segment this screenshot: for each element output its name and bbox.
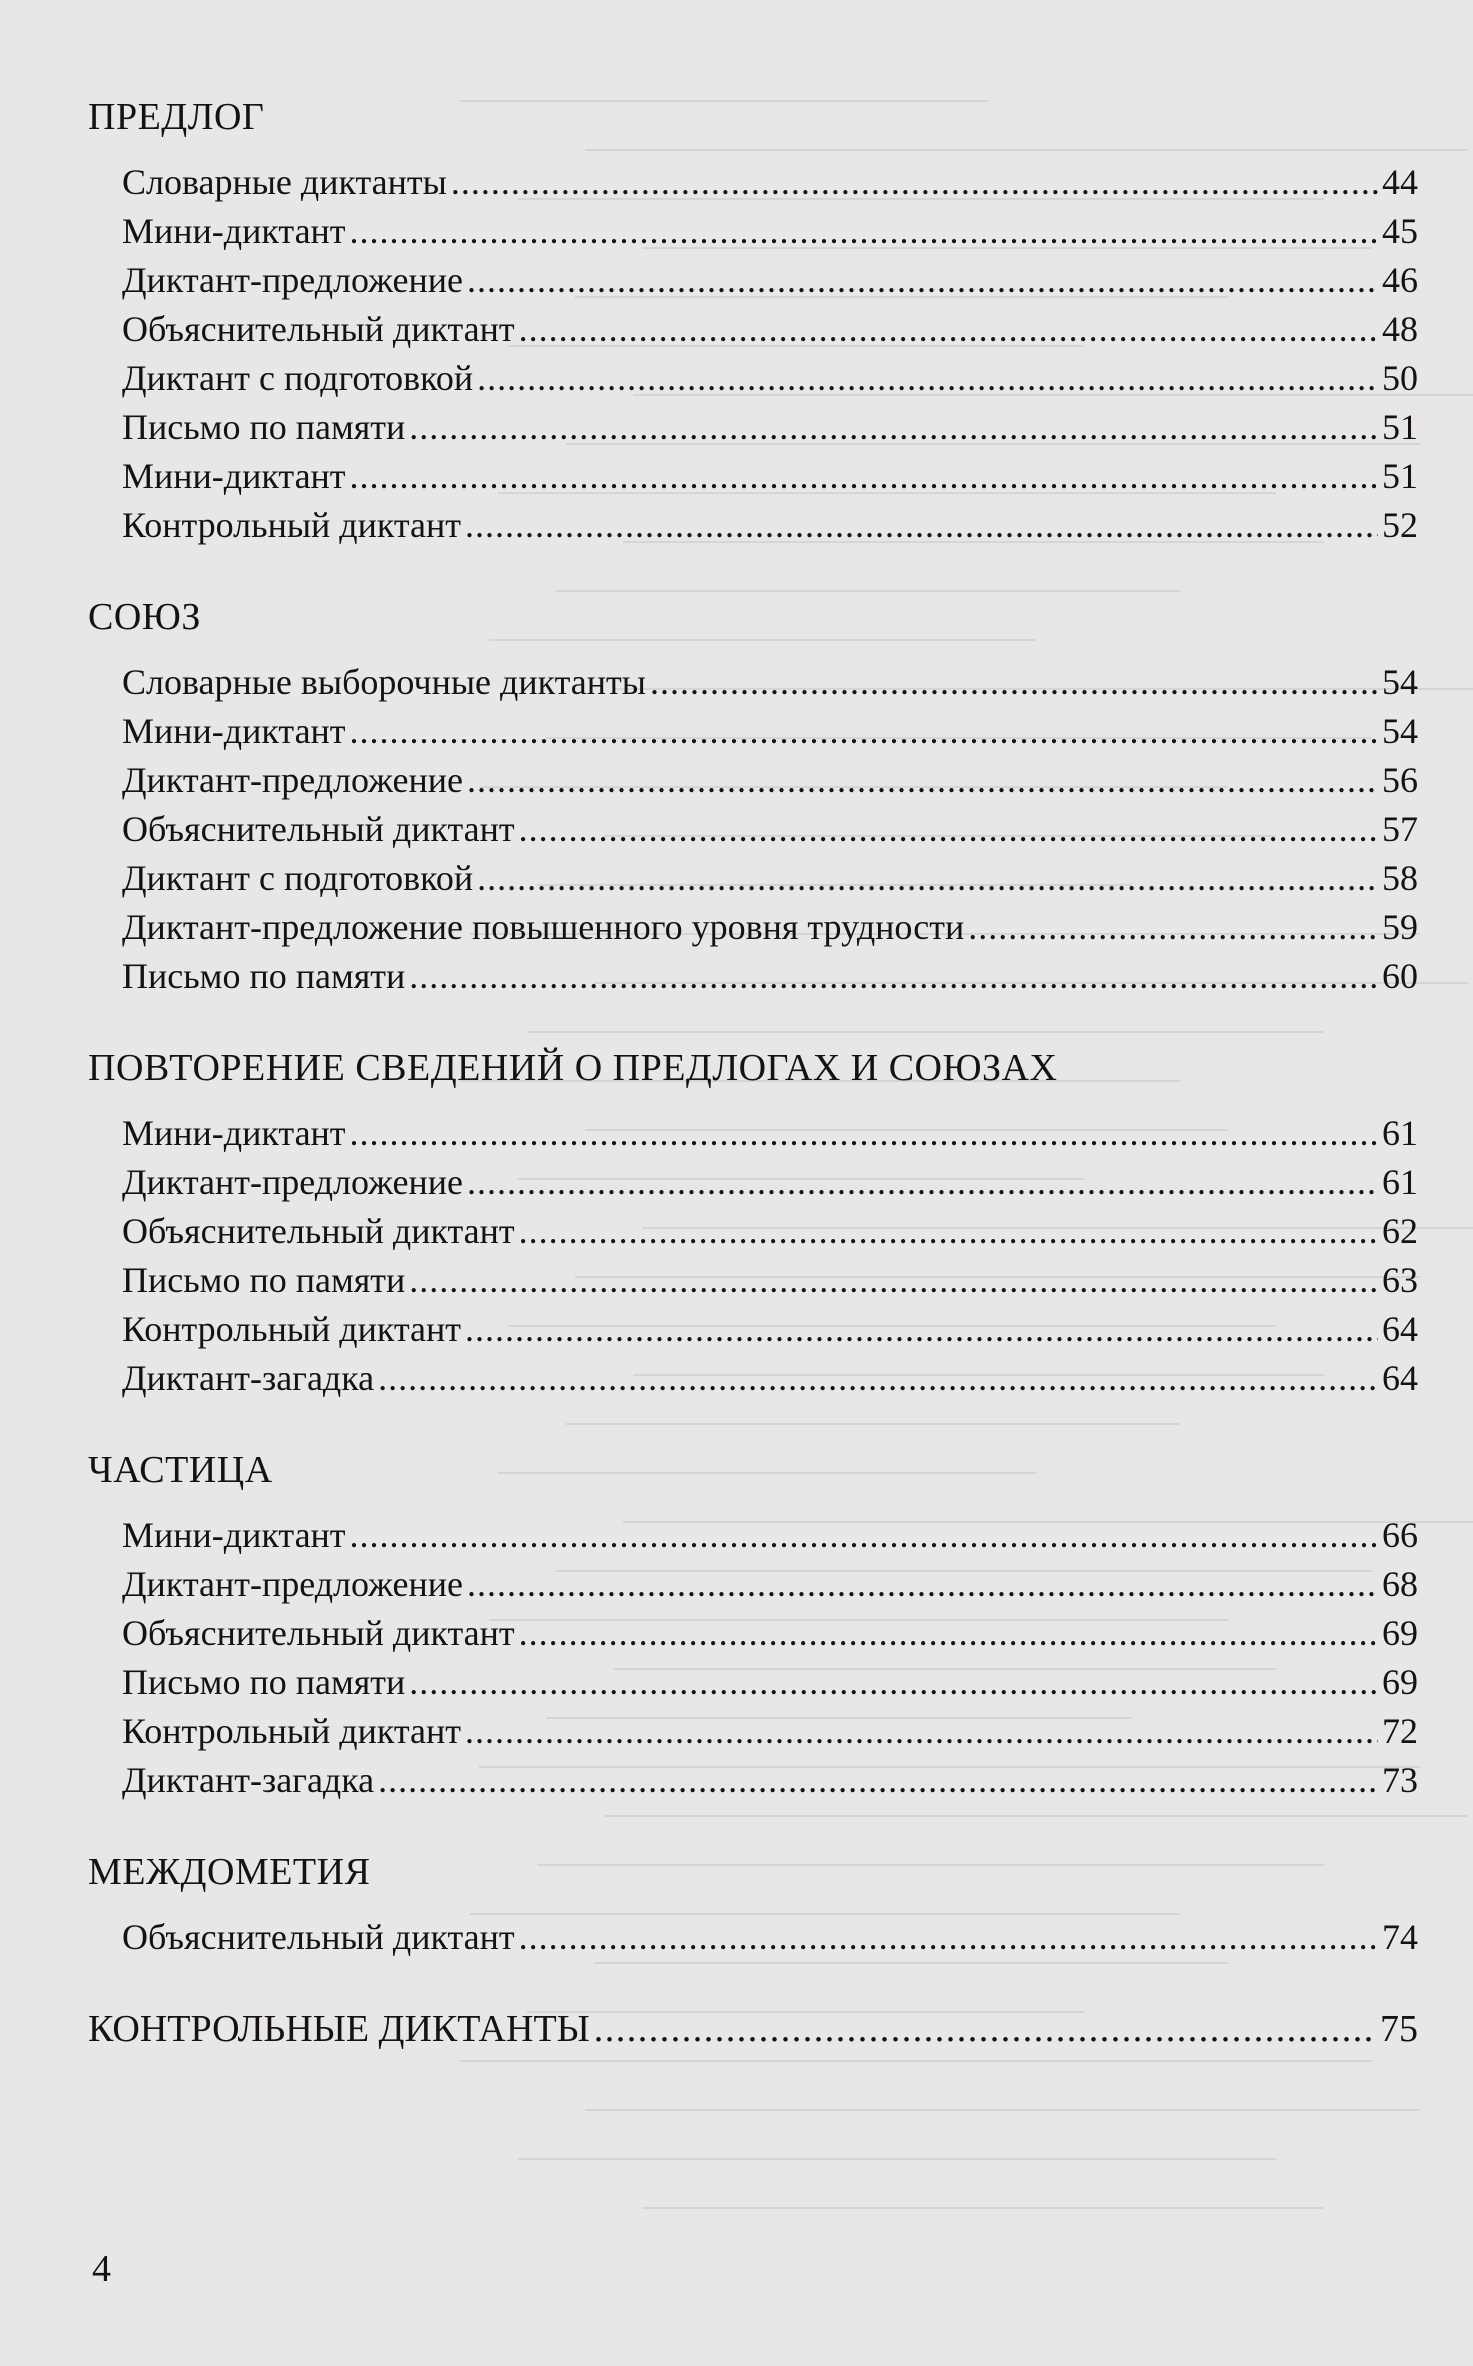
toc-entry-page: 69 bbox=[1382, 1662, 1418, 1702]
dot-leader bbox=[519, 1913, 1378, 1962]
toc-entry bbox=[122, 1913, 1418, 1962]
toc-entry bbox=[122, 305, 1418, 354]
toc-entry-page: 44 bbox=[1382, 162, 1418, 202]
toc-entry-list bbox=[88, 658, 1418, 1001]
dot-leader bbox=[465, 501, 1378, 550]
section-title: МЕЖДОМЕТИЯ bbox=[88, 1851, 371, 1893]
toc-entry-label: Диктант-загадка bbox=[122, 1760, 375, 1800]
toc-entry bbox=[122, 1511, 1418, 1560]
toc-entry-label: Диктант-загадка bbox=[122, 1358, 375, 1398]
toc-entry-page: 66 bbox=[1382, 1515, 1418, 1555]
toc-entry-label: Контрольный диктант bbox=[122, 505, 462, 545]
section-title: СОЮЗ bbox=[88, 596, 201, 638]
dot-leader bbox=[650, 658, 1378, 707]
toc-entry bbox=[122, 658, 1418, 707]
toc-entry-page: 61 bbox=[1382, 1162, 1418, 1202]
dot-leader bbox=[378, 1756, 1378, 1805]
toc-entry bbox=[122, 1207, 1418, 1256]
toc-entry bbox=[122, 1609, 1418, 1658]
section-title: ПОВТОРЕНИЕ СВЕДЕНИЙ О ПРЕДЛОГАХ И СОЮЗАХ bbox=[88, 1047, 1058, 1089]
toc-entry bbox=[122, 1658, 1418, 1707]
section-title: ПРЕДЛОГ bbox=[88, 96, 265, 138]
toc-entry-page: 51 bbox=[1382, 407, 1418, 447]
toc-entry-label: Диктант-предложение bbox=[122, 1564, 464, 1604]
dot-leader bbox=[519, 1609, 1378, 1658]
toc-entry-page: 72 bbox=[1382, 1711, 1418, 1751]
toc-entry-page: 58 bbox=[1382, 858, 1418, 898]
toc-entry-page: 64 bbox=[1382, 1309, 1418, 1349]
dot-leader bbox=[477, 854, 1378, 903]
toc-entry bbox=[122, 1256, 1418, 1305]
toc-section bbox=[88, 1445, 1418, 1805]
toc-entry-list bbox=[88, 1913, 1418, 1962]
toc-entry bbox=[122, 854, 1418, 903]
dot-leader bbox=[519, 805, 1378, 854]
toc-entry-label: Письмо по памяти bbox=[122, 1260, 406, 1300]
toc-entry-label: Объяснительный диктант bbox=[122, 1211, 515, 1251]
toc-entry-label: Контрольный диктант bbox=[122, 1309, 462, 1349]
toc-section bbox=[88, 1043, 1418, 1403]
dot-leader bbox=[467, 1560, 1378, 1609]
toc-final-entry-label: КОНТРОЛЬНЫЕ ДИКТАНТЫ bbox=[88, 2008, 590, 2050]
toc-entry-page: 52 bbox=[1382, 505, 1418, 545]
toc-entry-label: Диктант с подготовкой bbox=[122, 358, 474, 398]
dot-leader bbox=[519, 305, 1378, 354]
toc-entry-page: 69 bbox=[1382, 1613, 1418, 1653]
toc-entry-label: Мини-диктант bbox=[122, 456, 346, 496]
dot-leader bbox=[467, 1158, 1378, 1207]
toc-entry bbox=[122, 1305, 1418, 1354]
toc-entry bbox=[122, 1158, 1418, 1207]
toc-section bbox=[88, 592, 1418, 1001]
table-of-contents bbox=[88, 92, 1418, 2054]
toc-entry bbox=[122, 403, 1418, 452]
dot-leader bbox=[968, 903, 1378, 952]
toc-entry bbox=[122, 207, 1418, 256]
toc-entry-page: 61 bbox=[1382, 1113, 1418, 1153]
toc-entry bbox=[122, 1707, 1418, 1756]
bleed-line bbox=[585, 2109, 1420, 2111]
dot-leader bbox=[465, 1305, 1378, 1354]
toc-entry bbox=[122, 256, 1418, 305]
toc-entry-list bbox=[88, 158, 1418, 550]
toc-entry bbox=[122, 1354, 1418, 1403]
toc-section bbox=[88, 1847, 1418, 1962]
section-title: ЧАСТИЦА bbox=[88, 1449, 273, 1491]
toc-entry-label: Контрольный диктант bbox=[122, 1711, 462, 1751]
dot-leader bbox=[451, 158, 1378, 207]
bleed-line bbox=[460, 2060, 1372, 2062]
toc-entry bbox=[122, 501, 1418, 550]
toc-entry-list bbox=[88, 1511, 1418, 1805]
toc-entry-label: Словарные диктанты bbox=[122, 162, 447, 202]
toc-entry-list bbox=[88, 1109, 1418, 1403]
dot-leader bbox=[350, 707, 1378, 756]
toc-entry-page: 48 bbox=[1382, 309, 1418, 349]
toc-entry-page: 73 bbox=[1382, 1760, 1418, 1800]
toc-entry bbox=[122, 903, 1418, 952]
dot-leader bbox=[409, 1256, 1378, 1305]
toc-entry-page: 45 bbox=[1382, 211, 1418, 251]
dot-leader bbox=[465, 1707, 1378, 1756]
toc-entry-label: Объяснительный диктант bbox=[122, 809, 515, 849]
toc-entry bbox=[122, 1560, 1418, 1609]
toc-entry bbox=[122, 158, 1418, 207]
toc-entry-page: 56 bbox=[1382, 760, 1418, 800]
dot-leader bbox=[350, 452, 1378, 501]
toc-entry-label: Диктант-предложение bbox=[122, 260, 464, 300]
toc-entry-page: 51 bbox=[1382, 456, 1418, 496]
toc-entry-label: Диктант-предложение bbox=[122, 1162, 464, 1202]
toc-entry-page: 63 bbox=[1382, 1260, 1418, 1300]
toc-entry-label: Объяснительный диктант bbox=[122, 1917, 515, 1957]
dot-leader bbox=[467, 256, 1378, 305]
dot-leader bbox=[594, 2004, 1376, 2054]
dot-leader bbox=[350, 207, 1378, 256]
toc-entry bbox=[122, 1756, 1418, 1805]
toc-entry bbox=[122, 707, 1418, 756]
toc-entry-page: 54 bbox=[1382, 711, 1418, 751]
toc-entry bbox=[122, 1109, 1418, 1158]
toc-entry-page: 62 bbox=[1382, 1211, 1418, 1251]
toc-entry-label: Диктант-предложение повышенного уровня трудности bbox=[122, 907, 965, 947]
toc-entry-label: Мини-диктант bbox=[122, 211, 346, 251]
dot-leader bbox=[409, 1658, 1378, 1707]
dot-leader bbox=[378, 1354, 1378, 1403]
toc-entry-label: Словарные выборочные диктанты bbox=[122, 662, 646, 702]
toc-entry bbox=[122, 452, 1418, 501]
toc-entry-page: 68 bbox=[1382, 1564, 1418, 1604]
dot-leader bbox=[409, 952, 1378, 1001]
toc-section bbox=[88, 92, 1418, 550]
toc-entry-label: Письмо по памяти bbox=[122, 1662, 406, 1702]
toc-entry-label: Письмо по памяти bbox=[122, 407, 406, 447]
toc-entry-label: Мини-диктант bbox=[122, 1515, 346, 1555]
toc-entry-page: 64 bbox=[1382, 1358, 1418, 1398]
bleed-line bbox=[642, 2207, 1324, 2209]
toc-entry-page: 57 bbox=[1382, 809, 1418, 849]
dot-leader bbox=[350, 1109, 1378, 1158]
toc-entry-page: 54 bbox=[1382, 662, 1418, 702]
toc-entry-label: Диктант-предложение bbox=[122, 760, 464, 800]
toc-final-entry-page: 75 bbox=[1380, 2008, 1418, 2050]
bleed-line bbox=[518, 2158, 1276, 2160]
toc-entry bbox=[122, 756, 1418, 805]
dot-leader bbox=[519, 1207, 1378, 1256]
toc-sections bbox=[88, 92, 1418, 1962]
toc-entry-label: Объяснительный диктант bbox=[122, 309, 515, 349]
toc-entry-page: 59 bbox=[1382, 907, 1418, 947]
dot-leader bbox=[409, 403, 1378, 452]
toc-entry-page: 50 bbox=[1382, 358, 1418, 398]
toc-entry-label: Мини-диктант bbox=[122, 1113, 346, 1153]
toc-entry bbox=[122, 805, 1418, 854]
toc-entry-label: Мини-диктант bbox=[122, 711, 346, 751]
page-number: 4 bbox=[92, 2248, 111, 2290]
dot-leader bbox=[477, 354, 1378, 403]
toc-entry bbox=[122, 952, 1418, 1001]
toc-final-entry bbox=[88, 2004, 1418, 2054]
toc-entry-label: Письмо по памяти bbox=[122, 956, 406, 996]
dot-leader bbox=[467, 756, 1378, 805]
toc-entry bbox=[122, 354, 1418, 403]
toc-entry-label: Диктант с подготовкой bbox=[122, 858, 474, 898]
dot-leader bbox=[350, 1511, 1378, 1560]
toc-entry-page: 46 bbox=[1382, 260, 1418, 300]
toc-entry-page: 60 bbox=[1382, 956, 1418, 996]
toc-entry-label: Объяснительный диктант bbox=[122, 1613, 515, 1653]
toc-entry-page: 74 bbox=[1382, 1917, 1418, 1957]
